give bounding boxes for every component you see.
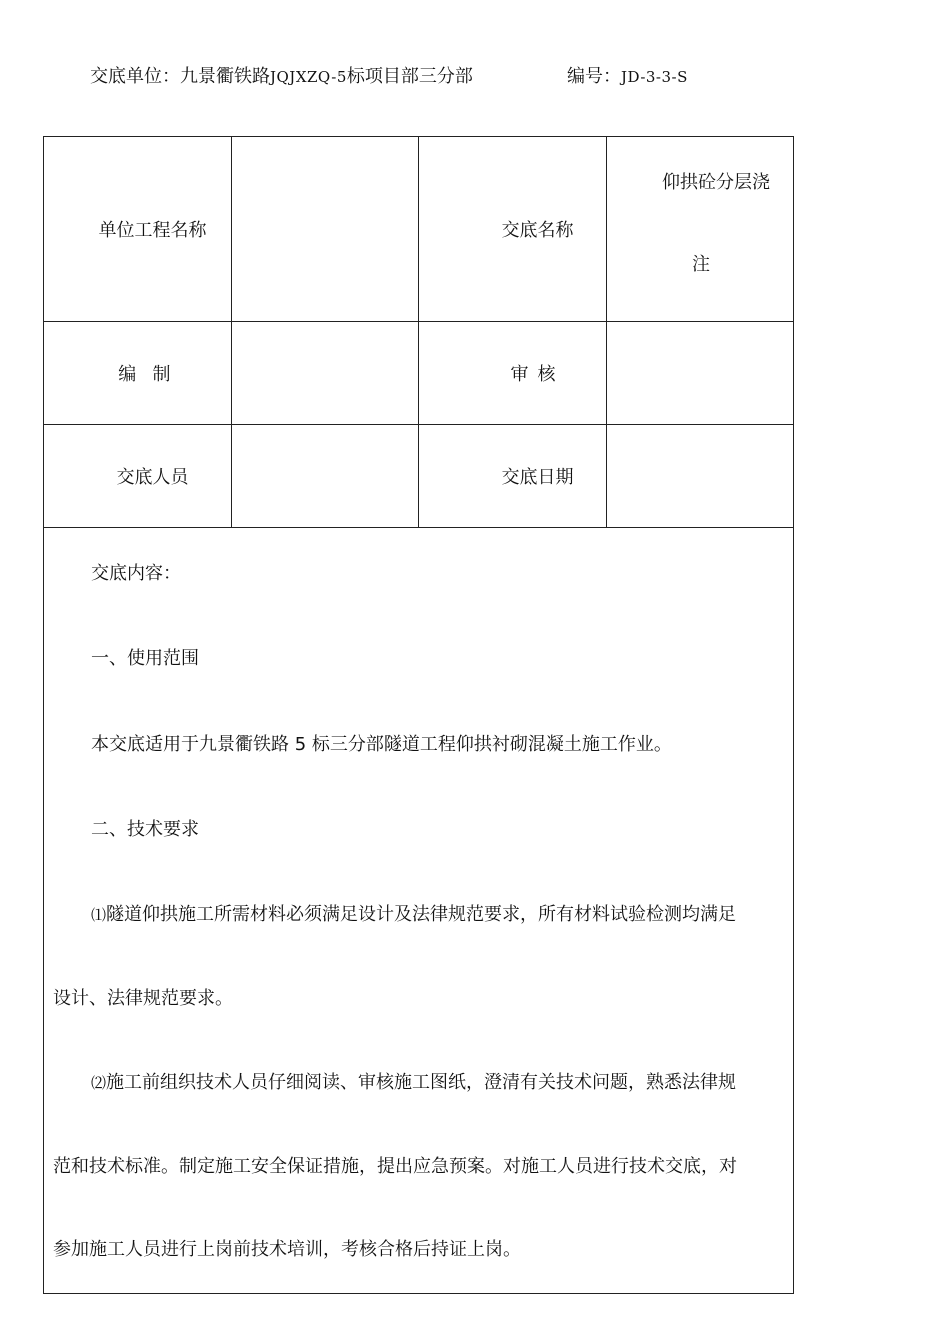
- item2-line1: [53, 1074, 822, 1092]
- header-number: [567, 62, 688, 88]
- handover-name-value: [607, 137, 793, 321]
- handover-name-line1: 仰拱砼分层浇: [662, 172, 770, 193]
- handover-name-label-cell: [419, 137, 607, 321]
- table-row-handover: [44, 425, 793, 528]
- handover-person-label-cell: [44, 425, 232, 527]
- section1-title: 一、使用范围: [91, 648, 199, 669]
- unit-project-name-value: [232, 137, 419, 321]
- handover-date-value: [607, 425, 793, 527]
- header-number-value: JD-3-3-S: [621, 68, 688, 86]
- item1-line1: [53, 906, 822, 924]
- reviewed-by-label: 审核: [510, 364, 565, 385]
- handover-table: [43, 136, 794, 1294]
- handover-name-label: 交底名称: [501, 220, 574, 241]
- item1-line1-text: 隧道仰拱施工所需材料必须满足设计及法律规范要求，所有材料试验检测均满足: [106, 904, 737, 925]
- handover-content: [44, 528, 793, 1293]
- table-row-project: [44, 137, 793, 322]
- prepared-by-label-cell: [44, 322, 232, 424]
- header-unit-suffix: 标项目部三分部: [346, 66, 473, 87]
- unit-project-name-label-cell: [44, 137, 232, 321]
- item2-line2: 范和技术标准。制定施工安全保证措施，提出应急预案。对施工人员进行技术交底，对: [53, 1156, 737, 1177]
- handover-person-label: 交底人员: [116, 467, 189, 488]
- section1-text: 本交底适用于九景衢铁路 5 标三分部隧道工程仰拱衬砌混凝土施工作业。: [91, 734, 672, 755]
- header-unit-label: 交底单位：九景衢铁路: [90, 66, 270, 87]
- item2-line1-text: 施工前组织技术人员仔细阅读、审核施工图纸，澄清有关技术问题，熟悉法律规: [106, 1072, 737, 1093]
- prepared-by-label: 编制: [118, 364, 187, 385]
- item1-line2: 设计、法律规范要求。: [53, 988, 233, 1009]
- prepared-by-value: [232, 322, 419, 424]
- handover-name-line2: 注: [692, 254, 710, 275]
- item1-number: ⑴: [91, 906, 107, 924]
- item2-number: ⑵: [91, 1074, 107, 1092]
- handover-person-value: [232, 425, 419, 527]
- header-unit-code: JQJXZQ-5: [270, 68, 347, 86]
- unit-project-name-label: 单位工程名称: [98, 220, 207, 241]
- header-number-label: 编号：: [567, 66, 621, 87]
- item2-line3: 参加施工人员进行上岗前技术培训，考核合格后持证上岗。: [53, 1239, 521, 1260]
- content-heading: 交底内容：: [91, 563, 181, 584]
- reviewed-by-label-cell: [419, 322, 607, 424]
- table-row-prepare: [44, 322, 793, 425]
- header-unit: [90, 62, 473, 88]
- section2-title: 二、技术要求: [91, 819, 199, 840]
- handover-date-label-cell: [419, 425, 607, 527]
- handover-date-label: 交底日期: [501, 467, 574, 488]
- reviewed-by-value: [607, 322, 793, 424]
